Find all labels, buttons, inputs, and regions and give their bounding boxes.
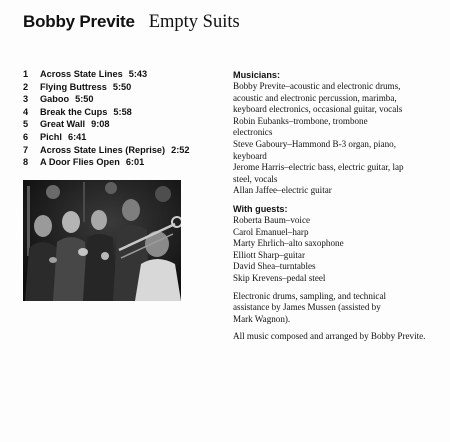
track-number: 8 [23,157,29,168]
track-row [23,118,228,131]
guest-credit-line: Elliott Sharp–guitar [233,249,305,260]
track-row [23,144,228,157]
track-row [23,81,228,94]
track-duration: 2:52 [171,144,190,155]
musician-credit-line: Bobby Previte–acoustic and electronic drums, [233,81,401,91]
band-photo-illustration [23,180,181,301]
musician-credit-line: keyboard [233,150,267,161]
guest-credit-line: Marty Ehrlich–alto saxophone [233,238,344,249]
assistance-credit-line: Electronic drums, sampling, and technical [233,290,387,301]
musician-credit-line: electronics [233,127,273,138]
credits [233,69,448,343]
track-number: 4 [23,106,29,117]
assistance-credit-line: assistance by James Mussen (assisted by [233,302,381,313]
assistance-credit-line: Mark Wagnon). [233,313,291,324]
artist-name: Bobby Previte [23,12,135,31]
track-row [23,93,228,106]
track-number: 1 [23,69,29,79]
track-title: Across State Lines (Reprise) [40,144,166,155]
track-title: Pichl [40,131,62,142]
musician-credit-line: Steve Gaboury–Hammond B-3 organ, piano, [233,138,396,149]
track-title: Flying Buttress [40,81,107,92]
track-title: Great Wall [40,119,86,130]
track-number: 2 [23,81,29,92]
band-photo [23,180,181,301]
track-title: Break the Cups [40,106,108,117]
track-duration: 5:58 [113,106,132,117]
track-duration: 6:01 [125,157,145,168]
track-duration: 5:50 [75,94,94,105]
musician-credit-line: Allan Jaffee–electric guitar [233,185,332,196]
track-number: 7 [23,144,29,155]
album-title: Empty Suits [148,12,240,32]
track-duration: 5:43 [128,69,148,79]
track-list [23,68,228,169]
track-duration: 5:50 [112,81,132,92]
musician-credit-line: acoustic and electronic percussion, marimba, [233,92,397,103]
musician-credit-line: keyboard electronics, occasional guitar, vocals [233,104,403,115]
track-title: A Door Flies Open [40,157,120,168]
musician-credit-line: steel, vocals [233,173,278,184]
track-title: Gaboo [40,94,70,105]
track-number: 6 [23,131,29,142]
track-number: 3 [23,94,29,105]
track-row [23,106,228,119]
musician-credit-line: Jerome Harris–electric bass, electric guitar, lap [233,162,404,173]
guest-credit-line: Carol Emanuel–harp [233,226,309,237]
track-row [23,156,228,169]
guest-credit-line: Skip Krevens–pedal steel [233,272,326,283]
track-title: Across State Lines [40,69,123,79]
guest-credit-line: Roberta Baum–voice [233,214,311,225]
guest-credit-line: David Shea–turntables [233,261,316,272]
track-number: 5 [23,119,29,130]
musician-credit-line: Robin Eubanks–trombone, trombone [233,115,368,126]
guests-heading: With guests: [233,203,288,214]
composed-credit: All music composed and arranged by Bobby Previte. [233,331,426,342]
musicians-heading: Musicians: [233,70,280,80]
track-duration: 9:08 [91,119,110,130]
track-duration: 6:41 [67,131,87,142]
track-row [23,131,228,144]
track-row [23,68,228,81]
header [23,12,240,33]
